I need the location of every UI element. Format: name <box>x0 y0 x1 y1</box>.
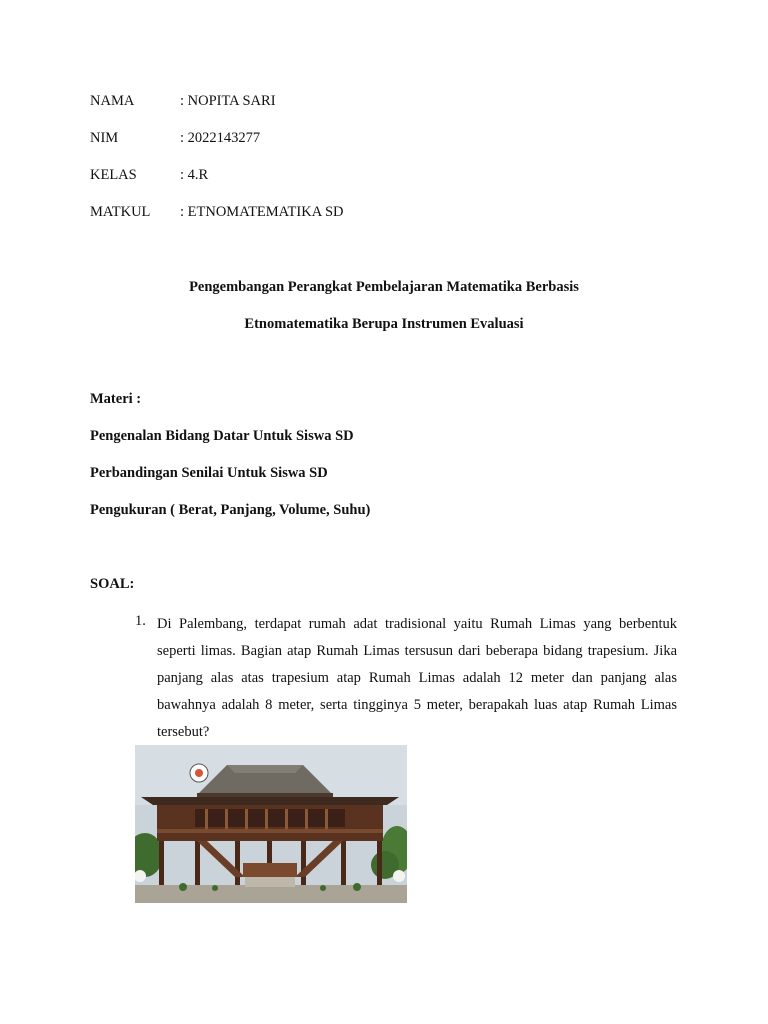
rumah-limas-photo <box>135 745 407 903</box>
materi-item: Pengukuran ( Berat, Panjang, Volume, Suhu) <box>90 502 371 518</box>
question-text: Di Palembang, terdapat rumah adat tradisional yaitu Rumah Limas yang berbentuk seperti limas. Bagian atap Rumah Limas tersusun dari beberapa bidang trapesium. Jika panjang alas atas trapesium atap Rumah Limas adalah 12 meter dan panjang alas bawahnya adalah 8 meter, serta tingginya 5 meter, berapakah luas atap Rumah Limas tersebut? <box>157 616 677 740</box>
identity-label: KELAS <box>90 167 137 183</box>
identity-value: : 4.R <box>180 167 209 183</box>
identity-value: : 2022143277 <box>180 130 261 146</box>
materi-heading: Materi : <box>90 391 142 407</box>
identity-label: MATKUL <box>90 204 151 220</box>
materi-item: Perbandingan Senilai Untuk Siswa SD <box>90 465 328 481</box>
identity-value: : NOPITA SARI <box>180 93 276 109</box>
question-number: 1. <box>135 613 146 629</box>
identity-label: NAMA <box>90 93 135 109</box>
identity-value: : ETNOMATEMATIKA SD <box>180 204 344 220</box>
soal-heading: SOAL: <box>90 576 135 592</box>
identity-label: NIM <box>90 130 119 146</box>
document-title-line-2: Etnomatematika Berupa Instrumen Evaluasi <box>244 316 524 332</box>
materi-item: Pengenalan Bidang Datar Untuk Siswa SD <box>90 428 354 444</box>
document-title-line-1: Pengembangan Perangkat Pembelajaran Matematika Berbasis <box>189 279 579 295</box>
